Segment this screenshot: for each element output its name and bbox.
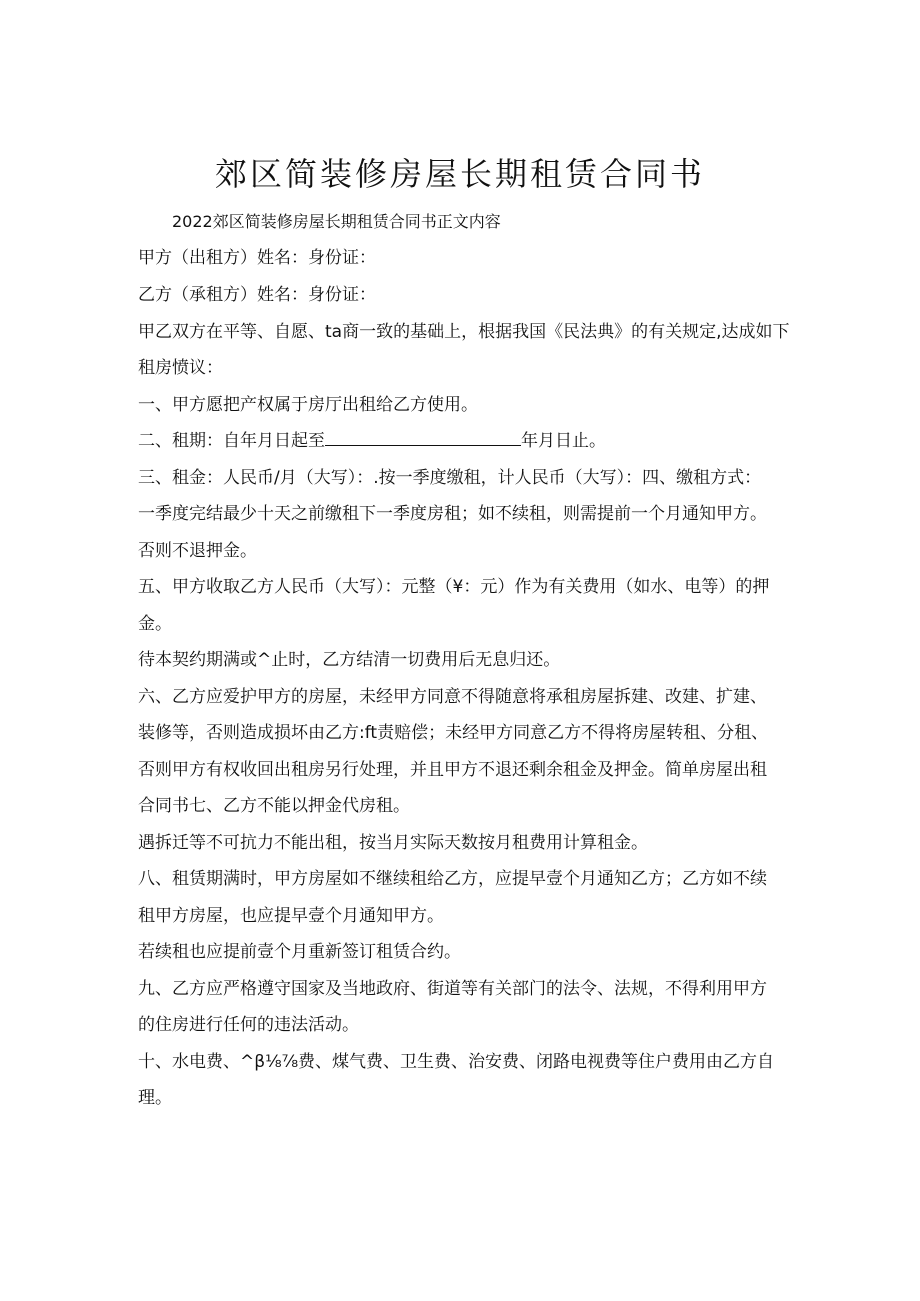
clause-6-line-3: 否则甲方有权收回出租房另行处理，并且甲方不退还剩余租金及押金。简单房屋出租	[138, 760, 767, 780]
clause-3-line-2: 一季度完结最少十天之前缴租下一季度房租；如不续租，则需提前一个月通知甲方。	[138, 504, 767, 524]
clause-2-line	[138, 429, 606, 453]
document-title: 郊区简装修房屋长期租赁合同书	[214, 155, 705, 194]
clause-3-line-1: 三、租金：人民币/月（大写）：.按一季度缴租，计人民币（大写）：四、缴租方式：	[138, 468, 762, 488]
clause-1-line: 一、甲方愿把产权属于房厅出租给乙方使用。	[138, 395, 478, 415]
clause-5-line-1: 五、甲方收取乙方人民币（大写）：元整（¥：元）作为有关费用（如水、电等）的押	[138, 577, 770, 597]
clause-5-line-3: 待本契约期满或^止时，乙方结清一切费用后无息归还。	[138, 650, 561, 670]
clause-10-line-2: 理。	[138, 1088, 172, 1108]
date-blank	[325, 429, 521, 446]
subtitle-line: 2022郊区简装修房屋长期租赁合同书正文内容	[172, 212, 501, 231]
clause-6-line-1: 六、乙方应爱护甲方的房屋，未经甲方同意不得随意将承租房屋拆建、改建、扩建、	[138, 687, 767, 707]
party-b-line: 乙方（承租方）姓名：身份证：	[138, 285, 376, 305]
clause-9-line-2: 的住房进行任何的违法活动。	[138, 1015, 359, 1035]
clause-3-line-3: 否则不退押金。	[138, 541, 257, 561]
clause-8-line-2: 租甲方房屋，也应提早壹个月通知甲方。	[138, 906, 444, 926]
force-majeure-line: 遇拆迁等不可抗力不能出租，按当月实际天数按月租费用计算租金。	[138, 833, 648, 853]
preamble-line-2: 租房愤议：	[138, 358, 223, 378]
clause-5-line-2: 金。	[138, 614, 172, 634]
clause-9-line-1: 九、乙方应严格遵守国家及当地政府、街道等有关部门的法令、法规，不得利用甲方	[138, 979, 767, 999]
clause-7-line: 合同书七、乙方不能以押金代房租。	[138, 796, 410, 816]
preamble-line-1: 甲乙双方在平等、自愿、ta商一致的基础上，根据我国《民法典》的有关规定,达成如下	[138, 322, 790, 342]
clause-8-line-3: 若续租也应提前壹个月重新签订租赁合约。	[138, 942, 461, 962]
clause-6-line-2: 装修等，否则造成损坏由乙方:ft责赔偿；未经甲方同意乙方不得将房屋转租、分租、	[138, 723, 769, 743]
clause-2-start: 二、租期：自年月日起至	[138, 431, 325, 451]
clause-10-line-1: 十、水电费、^β⅛⅞费、煤气费、卫生费、治安费、闭路电视费等住户费用由乙方自	[138, 1052, 775, 1072]
party-a-line: 甲方（出租方）姓名：身份证：	[138, 248, 376, 268]
clause-2-end: 年月日止。	[521, 431, 606, 451]
clause-8-line-1: 八、租赁期满时，甲方房屋如不继续租给乙方，应提早壹个月通知乙方；乙方如不续	[138, 869, 767, 889]
